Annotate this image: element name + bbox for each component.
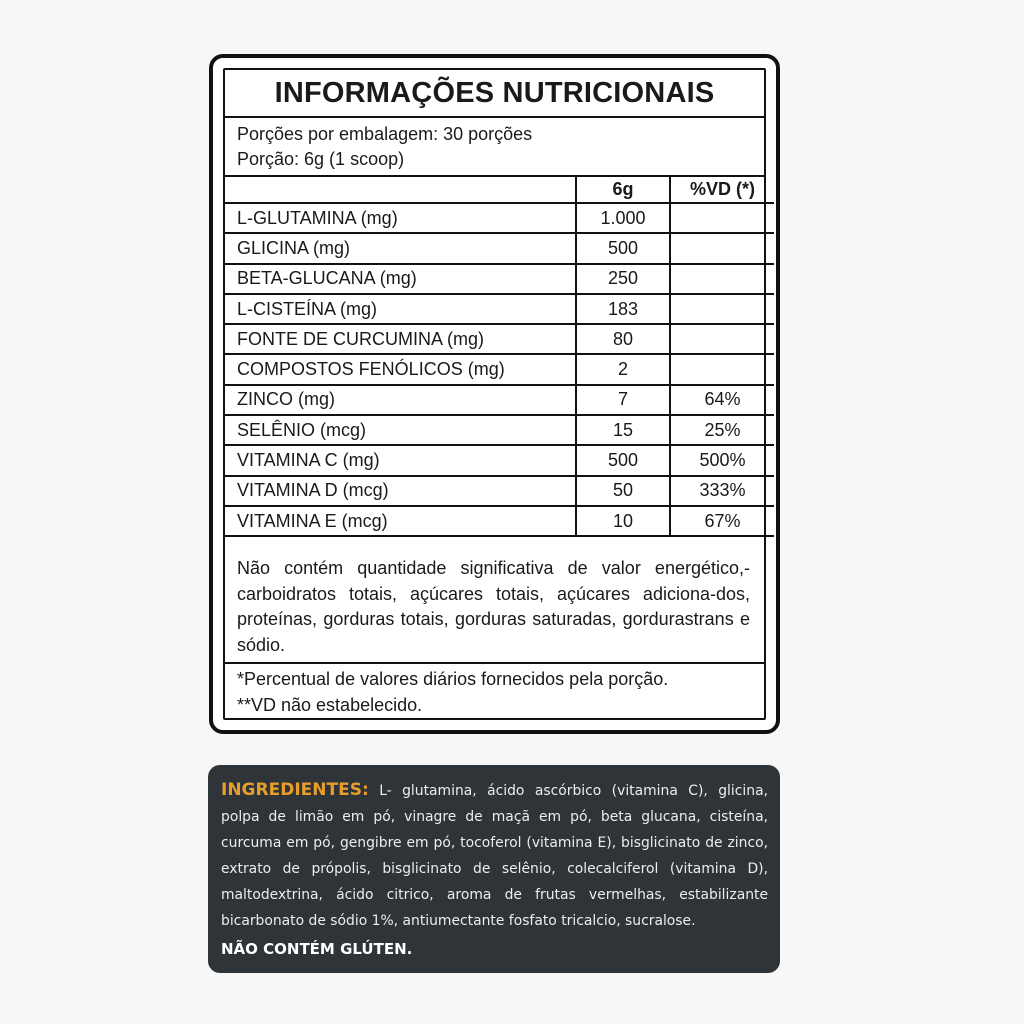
nutrient-table <box>225 176 774 537</box>
nutrient-amount: 10 <box>576 506 670 536</box>
nutrient-daily-value: 64% <box>670 385 774 415</box>
nutrient-name: L-CISTEÍNA (mg) <box>225 294 576 324</box>
nutrient-name: VITAMINA C (mg) <box>225 445 576 475</box>
nutrition-facts-panel <box>209 54 780 734</box>
nutrient-name: GLICINA (mg) <box>225 233 576 263</box>
ingredients-heading: INGREDIENTES: <box>221 780 369 800</box>
servings-per-package: Porções por embalagem: 30 porções <box>237 124 533 144</box>
nutrient-row <box>225 385 774 415</box>
nutrient-table-header <box>225 176 774 203</box>
nutrient-row <box>225 233 774 263</box>
footnote-daily-value: *Percentual de valores diários fornecidos pela porção. <box>237 669 669 689</box>
nutrient-amount: 250 <box>576 264 670 294</box>
gluten-notice: NÃO CONTÉM GLÚTEN. <box>221 940 413 958</box>
header-daily-value: %VD (*) <box>670 176 774 203</box>
nutrient-daily-value <box>670 233 774 263</box>
nutrient-amount: 1.000 <box>576 203 670 233</box>
nutrient-row <box>225 324 774 354</box>
nutrient-daily-value: 25% <box>670 415 774 445</box>
nutrient-row <box>225 354 774 384</box>
nutrient-amount: 50 <box>576 476 670 506</box>
nutrient-row <box>225 445 774 475</box>
nutrient-row <box>225 203 774 233</box>
footnote-not-established: **VD não estabelecido. <box>237 695 423 715</box>
nutrient-name: BETA-GLUCANA (mg) <box>225 264 576 294</box>
nutrient-name: SELÊNIO (mcg) <box>225 415 576 445</box>
nutrient-daily-value: 500% <box>670 445 774 475</box>
nutrition-title: INFORMAÇÕES NUTRICIONAIS <box>225 70 764 118</box>
not-significant-note: Não contém quantidade significativa de valor energético,-carboidratos totais, açúcares totais, açúcares adiciona-dos, proteínas, gorduras totais, gorduras saturadas, gordurastrans e sódio. <box>237 558 750 655</box>
nutrient-amount: 500 <box>576 445 670 475</box>
nutrient-daily-value <box>670 203 774 233</box>
portion-info <box>237 122 532 172</box>
nutrient-amount: 2 <box>576 354 670 384</box>
nutrient-daily-value: 333% <box>670 476 774 506</box>
nutrient-daily-value <box>670 324 774 354</box>
nutrient-row <box>225 476 774 506</box>
nutrient-amount: 15 <box>576 415 670 445</box>
header-nutrient <box>225 176 576 203</box>
nutrient-name: COMPOSTOS FENÓLICOS (mg) <box>225 354 576 384</box>
nutrient-name: ZINCO (mg) <box>225 385 576 415</box>
ingredients-panel <box>208 765 780 973</box>
footnotes <box>237 666 668 718</box>
ingredients-text: L- glutamina, ácido ascórbico (vitamina C), glicina, polpa de limão em pó, vinagre de maçã em pó, beta glucana, cisteína, curcuma em pó, gengibre em pó, tocoferol (vitamina E), bisglicinato de zinco, extrato de própolis, bisglicinato de selênio, colecalciferol (vitamina D), maltodextrina, ácido citrico, aroma de frutas vermelhas, estabilizante bicarbonato de sódio 1%, antiumectante fosfato tricalcio, sucralose. <box>221 783 768 929</box>
nutrient-row <box>225 506 774 536</box>
serving-size: Porção: 6g (1 scoop) <box>237 149 405 169</box>
nutrient-name: FONTE DE CURCUMINA (mg) <box>225 324 576 354</box>
nutrient-daily-value <box>670 294 774 324</box>
nutrient-amount: 7 <box>576 385 670 415</box>
nutrient-name: VITAMINA D (mcg) <box>225 476 576 506</box>
nutrient-name: L-GLUTAMINA (mg) <box>225 203 576 233</box>
nutrient-daily-value <box>670 354 774 384</box>
nutrient-daily-value <box>670 264 774 294</box>
nutrition-facts-inner-border <box>223 68 766 720</box>
nutrient-row <box>225 294 774 324</box>
nutrient-daily-value: 67% <box>670 506 774 536</box>
nutrient-amount: 80 <box>576 324 670 354</box>
footnote-divider <box>225 662 764 664</box>
nutrient-row <box>225 415 774 445</box>
nutrient-amount: 183 <box>576 294 670 324</box>
nutrient-row <box>225 264 774 294</box>
nutrient-name: VITAMINA E (mcg) <box>225 506 576 536</box>
nutrient-amount: 500 <box>576 233 670 263</box>
header-amount: 6g <box>576 176 670 203</box>
